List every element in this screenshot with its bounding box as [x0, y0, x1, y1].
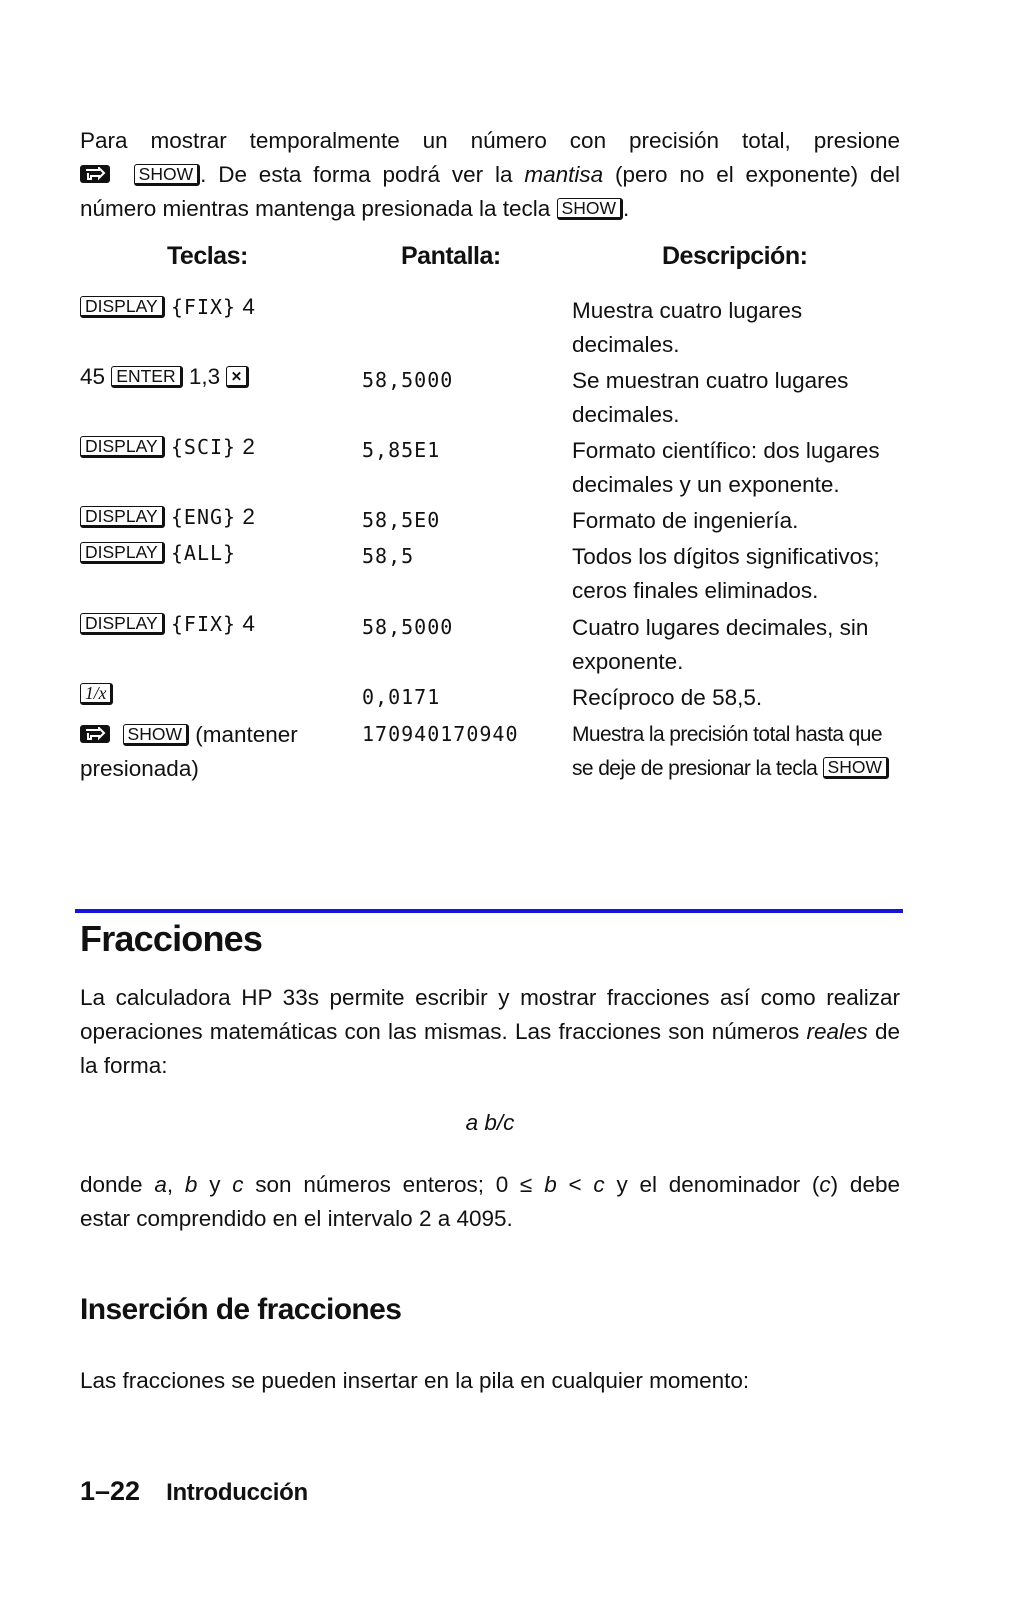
show-key: SHOW: [134, 164, 200, 186]
row-description: Muestra la precisión total hasta que se deje de presionar la tecla SHOW: [572, 718, 902, 786]
show-key: SHOW: [823, 757, 889, 779]
section-paragraph-line: operaciones matemáticas con las mismas. Las fracciones son números reales de: [80, 1019, 900, 1044]
chapter-label: Introducción: [166, 1479, 308, 1506]
display-value: 58,5E0: [362, 508, 441, 532]
display-value: 58,5000: [362, 615, 454, 639]
header-keys: Teclas:: [167, 242, 248, 270]
multiply-key: ×: [226, 366, 248, 388]
row-description: Cuatro lugares decimales, sin exponente.: [572, 615, 869, 674]
show-key: SHOW: [557, 198, 623, 220]
display-value: 170940170940: [362, 722, 519, 746]
page-footer: [80, 1476, 308, 1507]
intro-line-1: Para mostrar temporalmente un número con precisión total, presione: [80, 128, 900, 153]
subsection-title: Inserción de fracciones: [80, 1293, 402, 1326]
show-key: SHOW: [123, 724, 189, 746]
header-description: Descripción:: [662, 242, 808, 270]
table-row: DISPLAY {ALL}: [80, 540, 236, 566]
row-description: Formato científico: dos lugares decimales y un exponente.: [572, 438, 880, 497]
display-key: DISPLAY: [80, 613, 165, 635]
table-row: DISPLAY {FIX} 4: [80, 611, 255, 637]
row-description: Se muestran cuatro lugares decimales.: [572, 368, 849, 427]
section-paragraph-line: La calculadora HP 33s permite escribir y mostrar fracciones así como realizar: [80, 985, 900, 1010]
table-row: DISPLAY {ENG} 2: [80, 504, 255, 530]
table-row: [80, 681, 113, 707]
table-row: SHOW (mantener presionada): [80, 722, 298, 781]
row-description: Formato de ingeniería.: [572, 508, 799, 533]
display-value: 58,5000: [362, 368, 454, 392]
page-number: 1–22: [80, 1476, 141, 1506]
section-paragraph-line: la forma:: [80, 1053, 168, 1078]
row-description: Recíproco de 58,5.: [572, 685, 763, 710]
section-rule: [75, 909, 903, 913]
row-description: Muestra cuatro lugares decimales.: [572, 298, 803, 357]
display-key: DISPLAY: [80, 506, 165, 528]
table-row: DISPLAY {SCI} 2: [80, 434, 255, 460]
right-shift-key: [80, 165, 110, 183]
enter-key: ENTER: [111, 366, 182, 388]
reciprocal-key: 1/x: [80, 683, 113, 705]
section-paragraph-line: donde a, b y c son números enteros; 0 ≤ b < c y el denominador (c) debe: [80, 1172, 900, 1197]
display-value: 5,85E1: [362, 438, 441, 462]
intro-line-3: número mientras mantenga presionada la tecla SHOW .: [80, 196, 630, 221]
section-title: Fracciones: [80, 918, 263, 959]
right-shift-key: [80, 725, 110, 743]
display-key: DISPLAY: [80, 542, 165, 564]
fraction-formula: a b/c: [465, 1110, 515, 1135]
header-display: Pantalla:: [401, 242, 501, 270]
display-value: 58,5: [362, 544, 415, 568]
table-row: DISPLAY {FIX} 4: [80, 294, 255, 320]
section-paragraph-line: estar comprendido en el intervalo 2 a 4095.: [80, 1206, 513, 1231]
display-key: DISPLAY: [80, 436, 165, 458]
subsection-paragraph: Las fracciones se pueden insertar en la pila en cualquier momento:: [80, 1368, 750, 1393]
row-description: Todos los dígitos significativos; ceros finales eliminados.: [572, 544, 880, 603]
display-key: DISPLAY: [80, 296, 165, 318]
table-row: 45 ENTER 1,3 ×: [80, 364, 249, 390]
intro-line-2: SHOW . De esta forma podrá ver la mantisa (pero no el exponente) del: [80, 158, 900, 192]
display-value: 0,0171: [362, 685, 441, 709]
